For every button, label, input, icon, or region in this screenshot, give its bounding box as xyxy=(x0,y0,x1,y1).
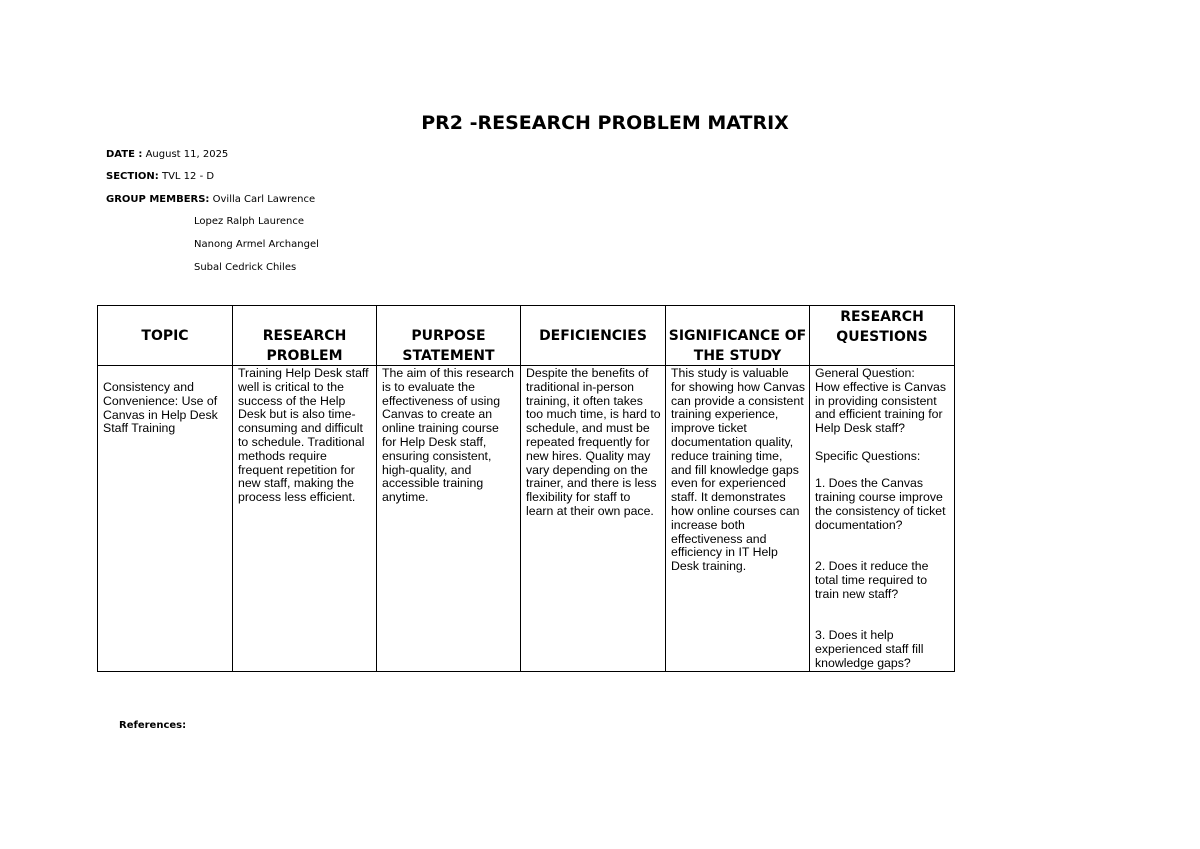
header-research-problem: RESEARCH PROBLEM xyxy=(233,306,377,366)
cell-significance: This study is valuable for showing how Canvas can provide a consistent training experience, improve ticket documentation quality, reduce training time, and fill knowledge gaps even for experienced staff. It demonstrates how online courses can increase both effectiveness and efficiency in IT Help Desk training. xyxy=(666,366,810,672)
member-name: Lopez Ralph Laurence xyxy=(194,216,305,227)
header-significance: SIGNIFICANCE OF THE STUDY xyxy=(666,306,810,366)
specific-questions-label: Specific Questions: xyxy=(815,448,921,463)
general-question-label: General Question: xyxy=(815,366,915,380)
references-label: References: xyxy=(119,720,187,731)
specific-question-2: 2. Does it reduce the total time required to train new staff? xyxy=(815,559,929,601)
cell-topic: Consistency and Convenience: Use of Canvas in Help Desk Staff Training xyxy=(98,366,233,672)
members-label: GROUP MEMBERS: xyxy=(106,194,210,205)
specific-question-3: 3. Does it help experienced staff fill knowledge gaps? xyxy=(815,628,924,670)
member-name: Ovilla Carl Lawrence xyxy=(212,194,316,205)
cell-research-questions xyxy=(810,366,955,672)
document-title: PR2 -RESEARCH PROBLEM MATRIX xyxy=(421,112,789,134)
header-purpose-statement: PURPOSE STATEMENT xyxy=(377,306,521,366)
member-name: Subal Cedrick Chiles xyxy=(194,262,297,273)
header-deficiencies: DEFICIENCIES xyxy=(521,306,666,366)
table-header-row xyxy=(98,306,955,366)
general-question: How effective is Canvas in providing consistent and efficient training for Help Desk staff? xyxy=(815,379,946,436)
header-research-questions: RESEARCH QUESTIONS xyxy=(810,306,955,366)
cell-deficiencies: Despite the benefits of traditional in-person training, it often takes too much time, is hard to schedule, and must be repeated frequently for new hires. Quality may vary depending on the trainer, and there is less flexibility for staff to learn at their own pace. xyxy=(521,366,666,672)
specific-question-1: 1. Does the Canvas training course improve the consistency of ticket documentation? xyxy=(815,476,946,532)
cell-research-problem: Training Help Desk staff well is critical to the success of the Help Desk but is also time-consuming and difficult to schedule. Traditional methods require frequent repetition for new staff, making the process less efficient. xyxy=(233,366,377,672)
date-line xyxy=(106,149,228,160)
date-label: DATE : xyxy=(106,149,143,160)
members-line xyxy=(106,194,315,205)
header-topic: TOPIC xyxy=(98,306,233,366)
research-problem-matrix-table xyxy=(97,305,955,672)
section-value: TVL 12 - D xyxy=(161,171,215,182)
date-value: August 11, 2025 xyxy=(145,149,229,160)
section-label: SECTION: xyxy=(106,171,159,182)
member-name: Nanong Armel Archangel xyxy=(194,239,319,250)
table-row xyxy=(98,366,955,672)
section-line xyxy=(106,171,214,182)
cell-purpose-statement: The aim of this research is to evaluate the effectiveness of using Canvas to create an online training course for Help Desk staff, ensuring consistent, high-quality, and accessible training anytime. xyxy=(377,366,521,672)
